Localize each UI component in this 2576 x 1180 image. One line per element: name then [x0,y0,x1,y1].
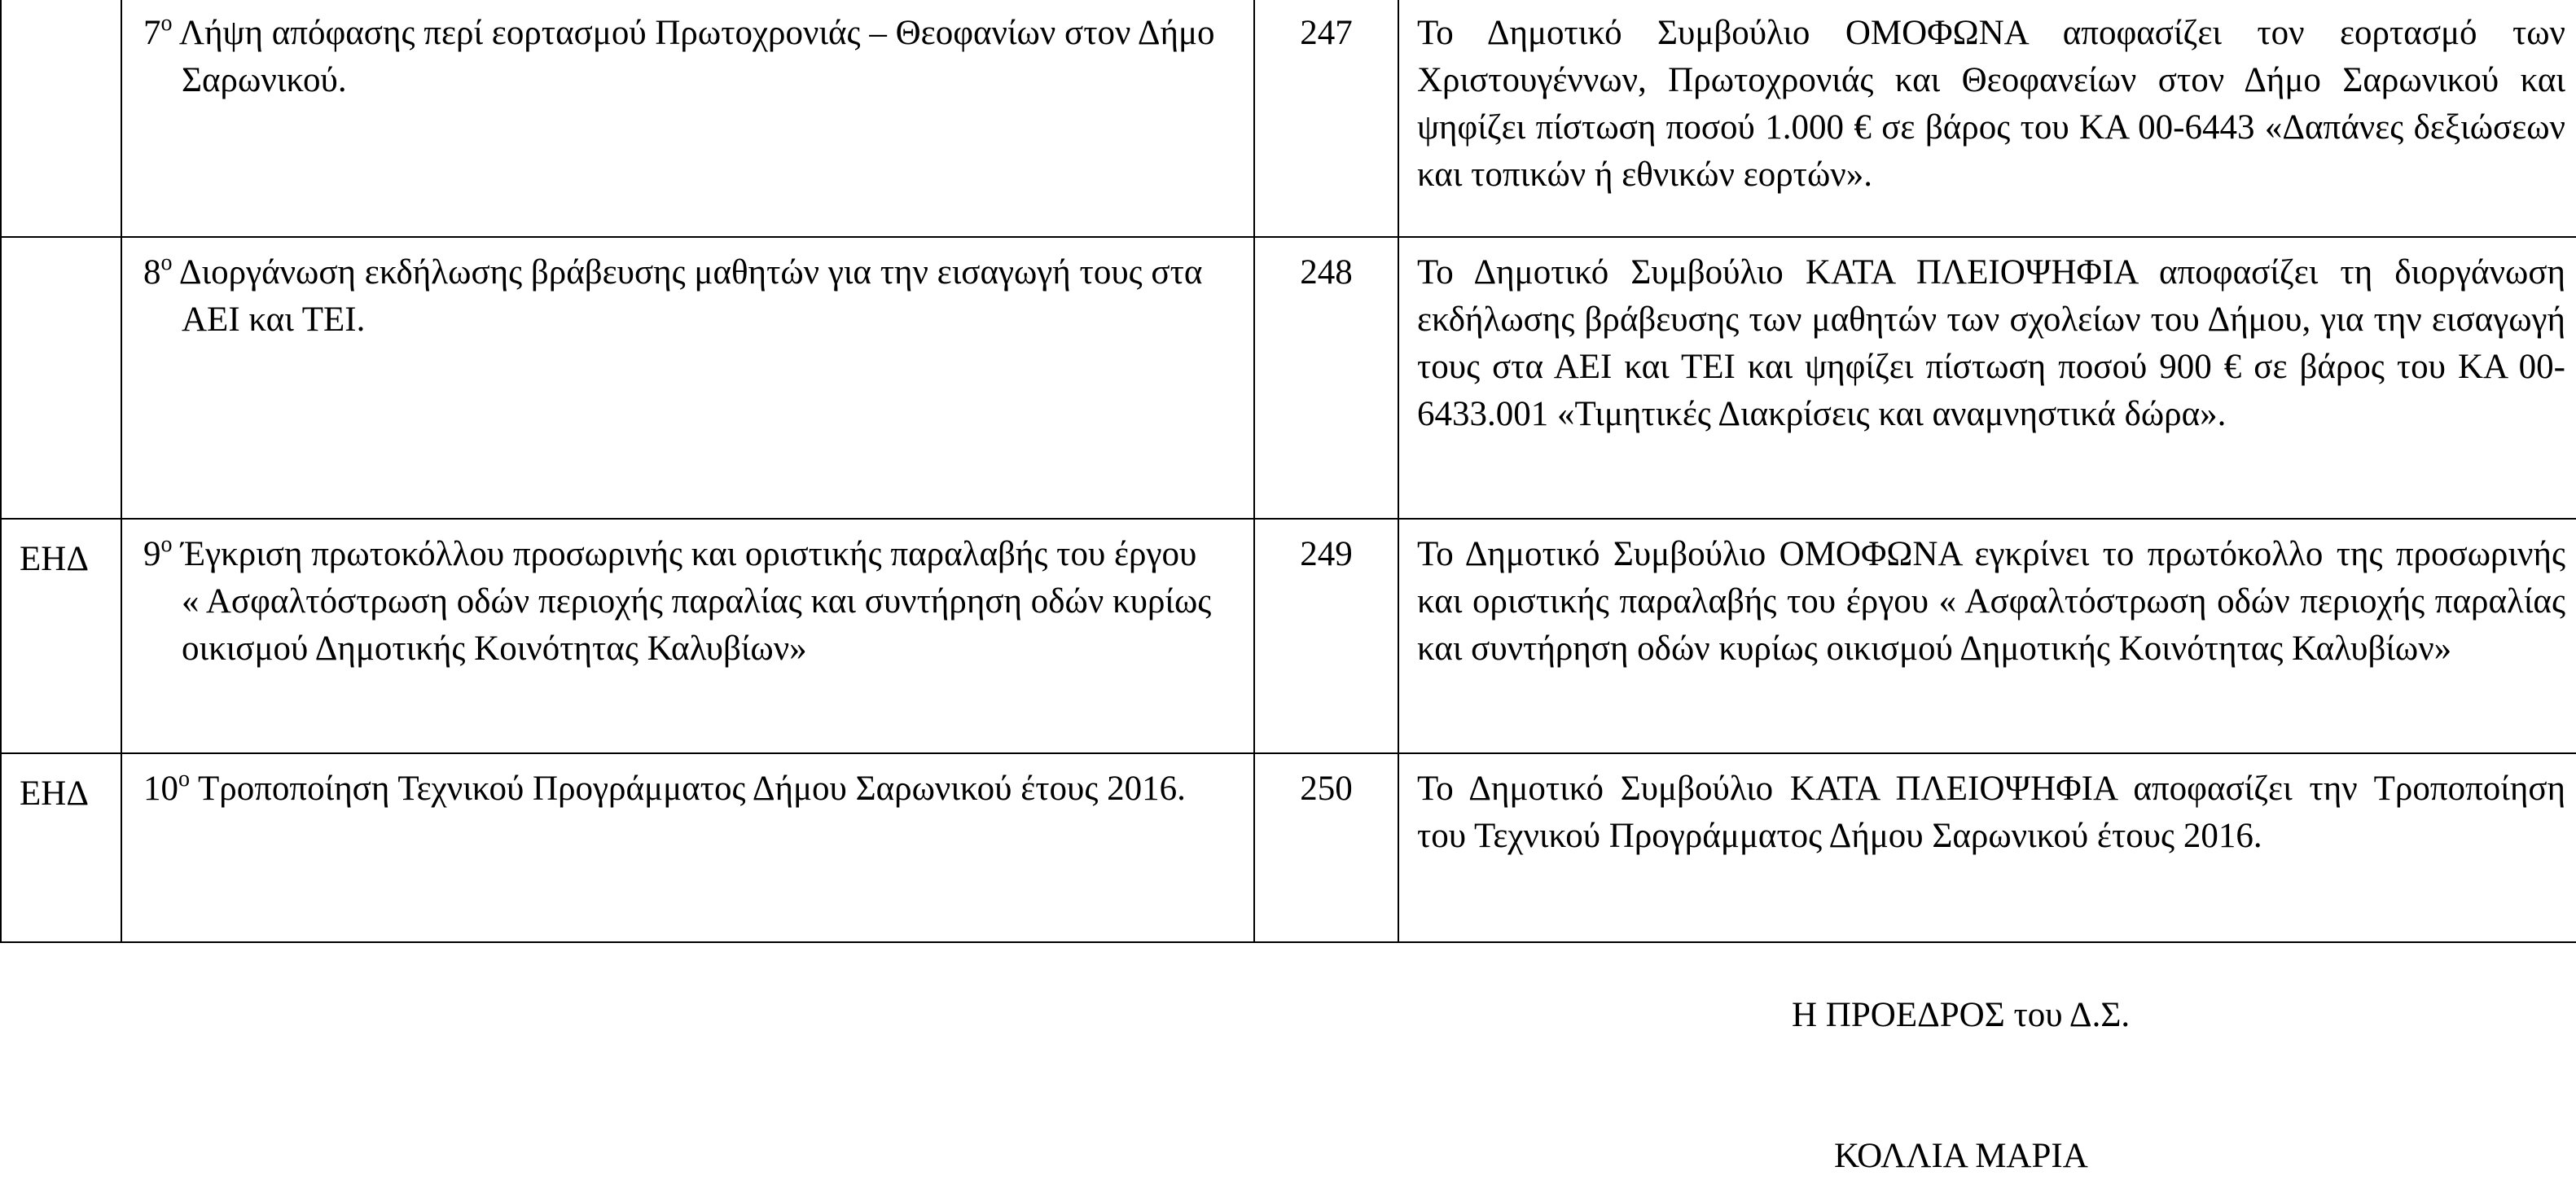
table-row [1,237,2576,519]
decision-number: 250 [1254,753,1398,942]
agenda-item-text: Τροποποίηση Τεχνικού Προγράμματος Δήμου Σαρωνικού έτους 2016. [197,770,1186,808]
agenda-item-text: Έγκριση πρωτοκόλλου προσωρινής και οριστικής παραλαβής του έργου « Ασφαλτόστρωση οδών περιοχής παραλίας και συντήρηση οδών κυρίως οικισμού Δημοτικής Κοινότητας Καλυβίων» [181,535,1212,668]
table-row [1,519,2576,753]
signatory-name: ΚΟΛΛΙΑ ΜΑΡΙΑ [1834,1137,2088,1175]
agenda-item-subject [143,249,1221,344]
agenda-item-subject [143,765,1221,813]
signatory-role: Η ΠΡΟΕΔΡΟΣ του Δ.Σ. [1792,996,2131,1034]
row-tag [1,0,121,237]
agenda-item-ordinal: $8^o$ [143,250,173,292]
decision-number: 249 [1254,519,1398,753]
agenda-item-text: Διοργάνωση εκδήλωσης βράβευσης μαθητών για την εισαγωγή τους στα ΑΕΙ και ΤΕΙ. [178,253,1203,339]
decision-number: 248 [1254,237,1398,519]
row-tag [1,237,121,519]
table-row [1,0,2576,237]
agenda-item-ordinal: $10^o$ [143,766,190,808]
agenda-item-cell [121,519,1254,753]
agenda-item-cell [121,753,1254,942]
decision-text: Το Δημοτικό Συμβούλιο ΟΜΟΦΩΝΑ αποφασίζει τον εορτασμό των Χριστουγέννων, Πρωτοχρονιάς και Θεοφανείων στον Δήμο Σαρωνικού και ψηφίζει πίστωση ποσού 1.000 € σε βάρος του ΚΑ 00-6443 «Δαπάνες δεξιώσεων και τοπικών ή εθνικών εορτών». [1398,0,2576,237]
agenda-item-text: Λήψη απόφασης περί εορτασμού Πρωτοχρονιάς – Θεοφανίων στον Δήμο Σαρωνικού. [178,14,1215,99]
row-tag: ΕΗΔ [1,519,121,753]
decision-text: Το Δημοτικό Συμβούλιο ΚΑΤΑ ΠΛΕΙΟΨΗΦΙΑ αποφασίζει τη διοργάνωση εκδήλωσης βράβευσης των μαθητών των σχολείων του Δήμου, για την εισαγωγή τους στα ΑΕΙ και ΤΕΙ και ψηφίζει πίστωση ποσού 900 € σε βάρος του ΚΑ 00-6433.001 «Τιμητικές Διακρίσεις και αναμνηστικά δώρα». [1398,237,2576,519]
agenda-item-ordinal: $9^o$ [143,532,173,573]
agenda-item-cell [121,0,1254,237]
agenda-item-subject [143,531,1221,673]
table-row [1,753,2576,942]
agenda-item-cell [121,237,1254,519]
agenda-item-ordinal: $7^o$ [143,11,173,52]
agenda-item-subject [143,10,1221,104]
decision-text: Το Δημοτικό Συμβούλιο ΚΑΤΑ ΠΛΕΙΟΨΗΦΙΑ αποφασίζει την Τροποποίηση του Τεχνικού Προγράμματος Δήμου Σαρωνικού έτους 2016. [1398,753,2576,942]
decision-text: Το Δημοτικό Συμβούλιο ΟΜΟΦΩΝΑ εγκρίνει το πρωτόκολλο της προσωρινής και οριστικής παραλαβής του έργου « Ασφαλτόστρωση οδών περιοχής παραλίας και συντήρηση οδών κυρίως οικισμού Δημοτικής Κοινότητας Καλυβίων» [1398,519,2576,753]
row-tag: ΕΗΔ [1,753,121,942]
decision-number: 247 [1254,0,1398,237]
